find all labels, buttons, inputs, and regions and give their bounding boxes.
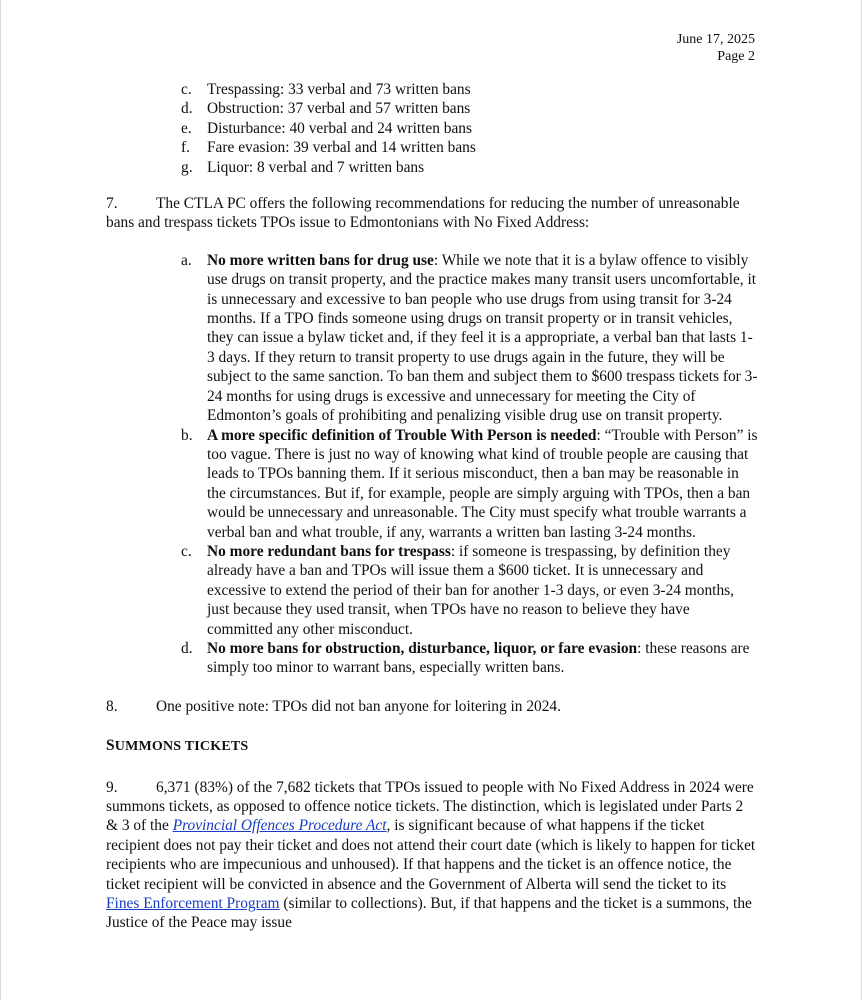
list-item-text: Obstruction: 37 verbal and 57 written bans — [207, 100, 471, 118]
document-body — [106, 80, 758, 933]
section-heading-rest: UMMONS TICKETS — [114, 739, 249, 755]
section-heading-initial: S — [106, 737, 115, 755]
list-item-text: Liquor: 8 verbal and 7 written bans — [207, 158, 425, 176]
paragraph-9 — [106, 778, 758, 933]
list-item — [181, 119, 758, 138]
paragraph-text: , is significant because of what happens if the ticket recipient does not pay their ticket and does not attend their court date (which is likely to happen for ticket recipients who are impecunious and unhoused). If that happens and the ticket is an offence notice, the ticket recipient will be convicted in absence and the Government of Alberta will send the ticket to its — [106, 817, 756, 893]
paragraph-number: 7. — [106, 195, 118, 213]
recommendation-text: : While we note that it is a bylaw offence to visibly use drugs on transit property, and the practice makes many transit users uncomfortable, it is unnecessary and excessive to ban people who use drugs from using transit for 3-24 months. If a TPO finds someone using drugs on transit property or in transit vehicles, they can issue a bylaw ticket and, if they feel it is a appropriate, a verbal ban that lasts 1-3 days. If they return to transit property to use drugs again in the future, they will be subject to the same sanction. To ban them and subject them to $600 trespass tickets for 3-24 months for using drugs is excessive and unnecessary for meeting the City of Edmonton’s goals of prohibiting and penalizing visible drug use on transit property. — [207, 251, 758, 425]
section-heading — [106, 736, 758, 756]
page-header — [677, 31, 755, 65]
recommendation-text: : “Trouble with Person” is too vague. There is just no way of knowing what kind of trouble people are causing that leads to TPOs banning them. If it serious misconduct, then a ban may be reasonable in the circumstances. But if, for example, people are simply arguing with TPOs, then a ban would be unnecessary and unreasonable. The City must specify what trouble warrants a verbal ban and what trouble, if any, warrants a written ban lasting 3-24 months. — [207, 426, 758, 541]
list-item-text: Trespassing: 33 verbal and 73 written bans — [207, 81, 471, 98]
recommendation-label: b. — [181, 426, 193, 444]
list-item — [181, 99, 758, 118]
list-item-label: c. — [181, 81, 192, 98]
paragraph-text: (similar to collections). But, if that happens and the ticket is a summons, the Justice of the Peace may issue — [106, 895, 752, 932]
ban-reasons-list — [181, 80, 758, 177]
fines-enforcement-program-link[interactable]: Fines Enforcement Program — [106, 895, 280, 913]
paragraph-number: 8. — [106, 697, 118, 715]
recommendation-item — [181, 251, 758, 426]
list-item — [181, 80, 758, 99]
paragraph-number: 9. — [106, 778, 118, 796]
list-item-label: d. — [181, 100, 193, 118]
paragraph-8 — [106, 697, 758, 716]
list-item-text: Disturbance: 40 verbal and 24 written bans — [207, 119, 472, 137]
recommendation-text: : these reasons are simply too minor to warrant bans, especially written bans. — [207, 639, 750, 677]
list-item — [181, 138, 758, 157]
header-page-number: Page 2 — [717, 49, 755, 64]
recommendation-title: A more specific definition of Trouble With Person is needed — [207, 426, 597, 444]
recommendation-label: d. — [181, 639, 193, 657]
recommendation-item — [181, 639, 758, 678]
paragraph-text: The CTLA PC offers the following recommendations for reducing the number of unreasonable bans and trespass tickets TPOs issue to Edmontonians with No Fixed Address: — [106, 195, 740, 232]
header-date: June 17, 2025 — [676, 32, 755, 47]
list-item-label: e. — [181, 119, 192, 137]
recommendation-item — [181, 426, 758, 542]
recommendation-title: No more redundant bans for trespass — [207, 542, 451, 560]
recommendation-label: c. — [181, 542, 192, 560]
recommendation-item — [181, 542, 758, 639]
list-item-text: Fare evasion: 39 verbal and 14 written bans — [207, 139, 476, 157]
list-item — [181, 158, 758, 177]
recommendation-title: No more bans for obstruction, disturbance, liquor, or fare evasion — [207, 639, 638, 657]
paragraph-text: 6,371 (83%) of the 7,682 tickets that TPOs issued to people with No Fixed Address in 2024 were summons tickets, as opposed to offence notice tickets. The distinction, which is legislated under Parts 2 & 3 of the — [106, 778, 754, 835]
provincial-offences-act-link[interactable]: Provincial Offences Procedure Act — [172, 817, 387, 835]
list-item-label: f. — [181, 139, 190, 157]
recommendations-list — [181, 251, 758, 678]
recommendation-text: : if someone is trespassing, by definition they already have a ban and TPOs will issue them a $600 ticket. It is unnecessary and excessive to extend the period of their ban for another 1-3 days, or even 3-24 months, just because they used transit, when TPOs have no reason to believe they have committed any other misconduct. — [207, 542, 734, 638]
list-item-label: g. — [181, 158, 193, 176]
paragraph-text: One positive note: TPOs did not ban anyone for loitering in 2024. — [156, 697, 561, 715]
recommendation-title: No more written bans for drug use — [207, 251, 434, 269]
recommendation-label: a. — [181, 251, 192, 269]
paragraph-7 — [106, 194, 758, 233]
